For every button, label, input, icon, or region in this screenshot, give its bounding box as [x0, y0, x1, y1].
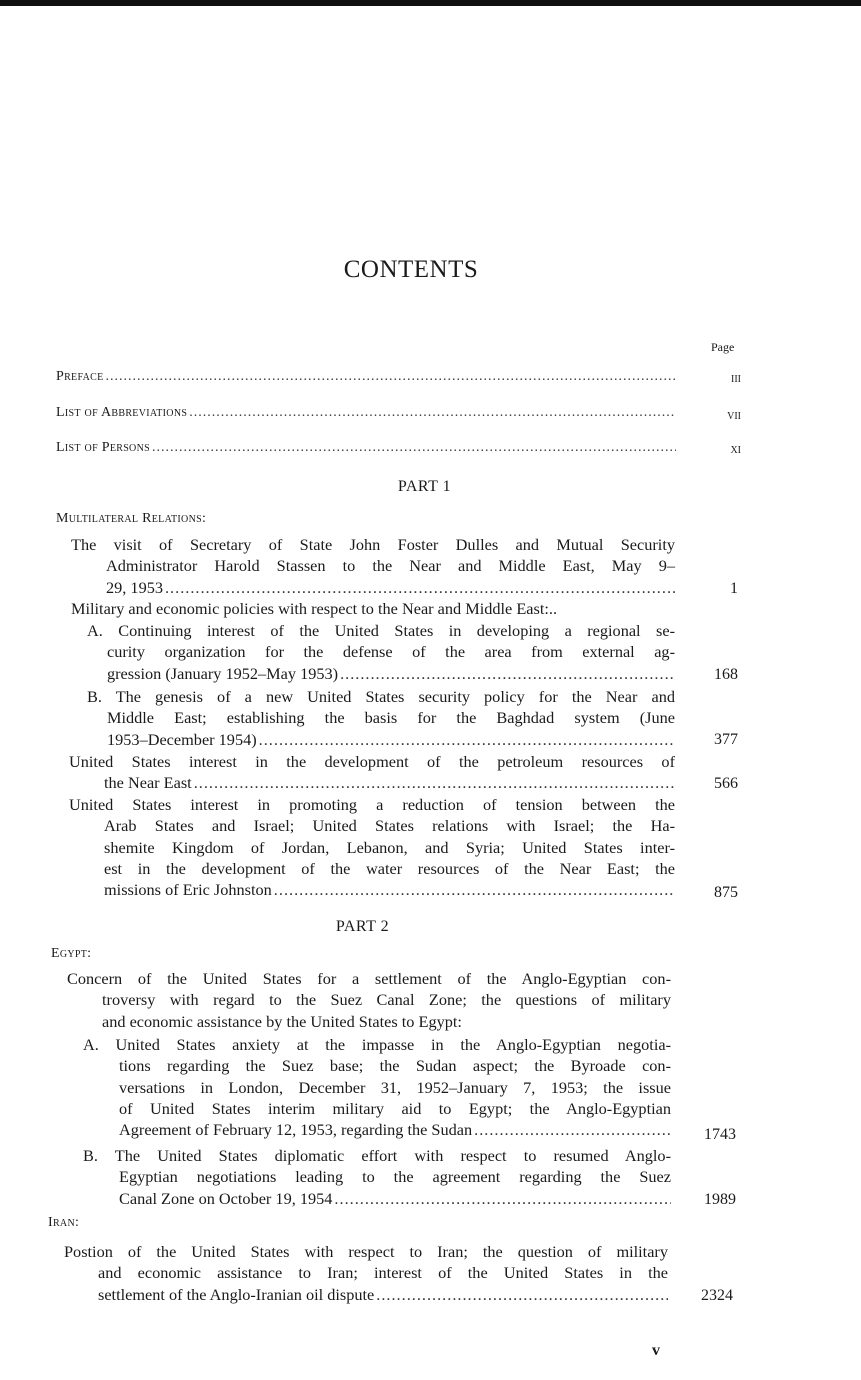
part-heading: PART 2: [335, 918, 390, 935]
section-heading: Multilateral Relations:: [56, 511, 207, 526]
page-number: 1743: [704, 1126, 736, 1143]
page-number: 2324: [701, 1287, 733, 1304]
toc-entry: B. The genesis of a new United States security policy for the Near and Middle East; establishing the basis for the Baghdad system (June 1953–December 1954) .....: [87, 686, 675, 750]
page-number: 1989: [704, 1191, 736, 1208]
page-number: xi: [730, 442, 741, 457]
part-heading: PART 1: [397, 478, 452, 495]
page-number: 1: [730, 580, 738, 597]
section-heading: Iran:: [48, 1215, 80, 1230]
section-heading: Egypt:: [51, 946, 92, 961]
folio-page-number: v: [652, 1342, 660, 1359]
page-number: 566: [714, 775, 738, 792]
page-column-header: Page: [711, 340, 735, 354]
page-number: iii: [731, 371, 741, 386]
page-number: 168: [714, 666, 738, 683]
page-number: 875: [714, 884, 738, 901]
page-number: vii: [727, 408, 741, 423]
toc-entry: B. The United States diplomatic effort with respect to resumed Anglo- Egyptian negotiations leading to the agreement regarding the Suez Canal Zone on October 19, 1954 .....: [83, 1145, 671, 1209]
toc-entry: Military and economic policies with respect to the Near and Middle East:..: [71, 599, 558, 618]
toc-entry: Postion of the United States with respect to Iran; the question of military and economic assistance to Iran; interest of the United States in the settlement of the Anglo-Iranian oil dispute .....: [64, 1241, 668, 1305]
toc-entry-abbreviations: List of Abbreviations .....: [56, 405, 676, 421]
page-number: 377: [714, 731, 738, 748]
toc-entry: Concern of the United States for a settlement of the Anglo-Egyptian con- troversy with regard to the Suez Canal Zone; the questions of military and economic assistance by the United States to Egypt:: [67, 969, 671, 1031]
toc-entry: A. United States anxiety at the impasse in the Anglo-Egyptian negotia- tions regarding the Suez base; the Sudan aspect; the Byroade con- versations in London, December 31, 1952–January 7, 1953; the issue of United States interim military aid to Egypt; the Anglo-Egyptian Agreement of February 12, 1953, regarding the Sudan .....: [83, 1034, 671, 1140]
toc-entry: United States interest in promoting a reduction of tension between the Arab States and Israel; United States relations with Israel; the Ha- shemite Kingdom of Jordan, Lebanon, and Syria; United States inter- est in the development of the water resources of the Near East; the missions of Eric Johnston .....: [69, 794, 675, 900]
toc-entry-persons: List of Persons .....: [56, 440, 676, 456]
toc-entry: The visit of Secretary of State John Foster Dulles and Mutual Security Administrator Harold Stassen to the Near and Middle East, May 9– 29, 1953 .....: [71, 534, 675, 598]
toc-entry-preface: Preface .....: [56, 369, 676, 385]
toc-entry: United States interest in the development of the petroleum resources of the Near East .....: [69, 751, 675, 794]
page-title: CONTENTS: [343, 256, 479, 283]
top-border: [0, 0, 861, 6]
toc-entry: A. Continuing interest of the United States in developing a regional se- curity organization for the defense of the area from external ag- gression (January 1952–May 1953) .....: [87, 620, 675, 684]
